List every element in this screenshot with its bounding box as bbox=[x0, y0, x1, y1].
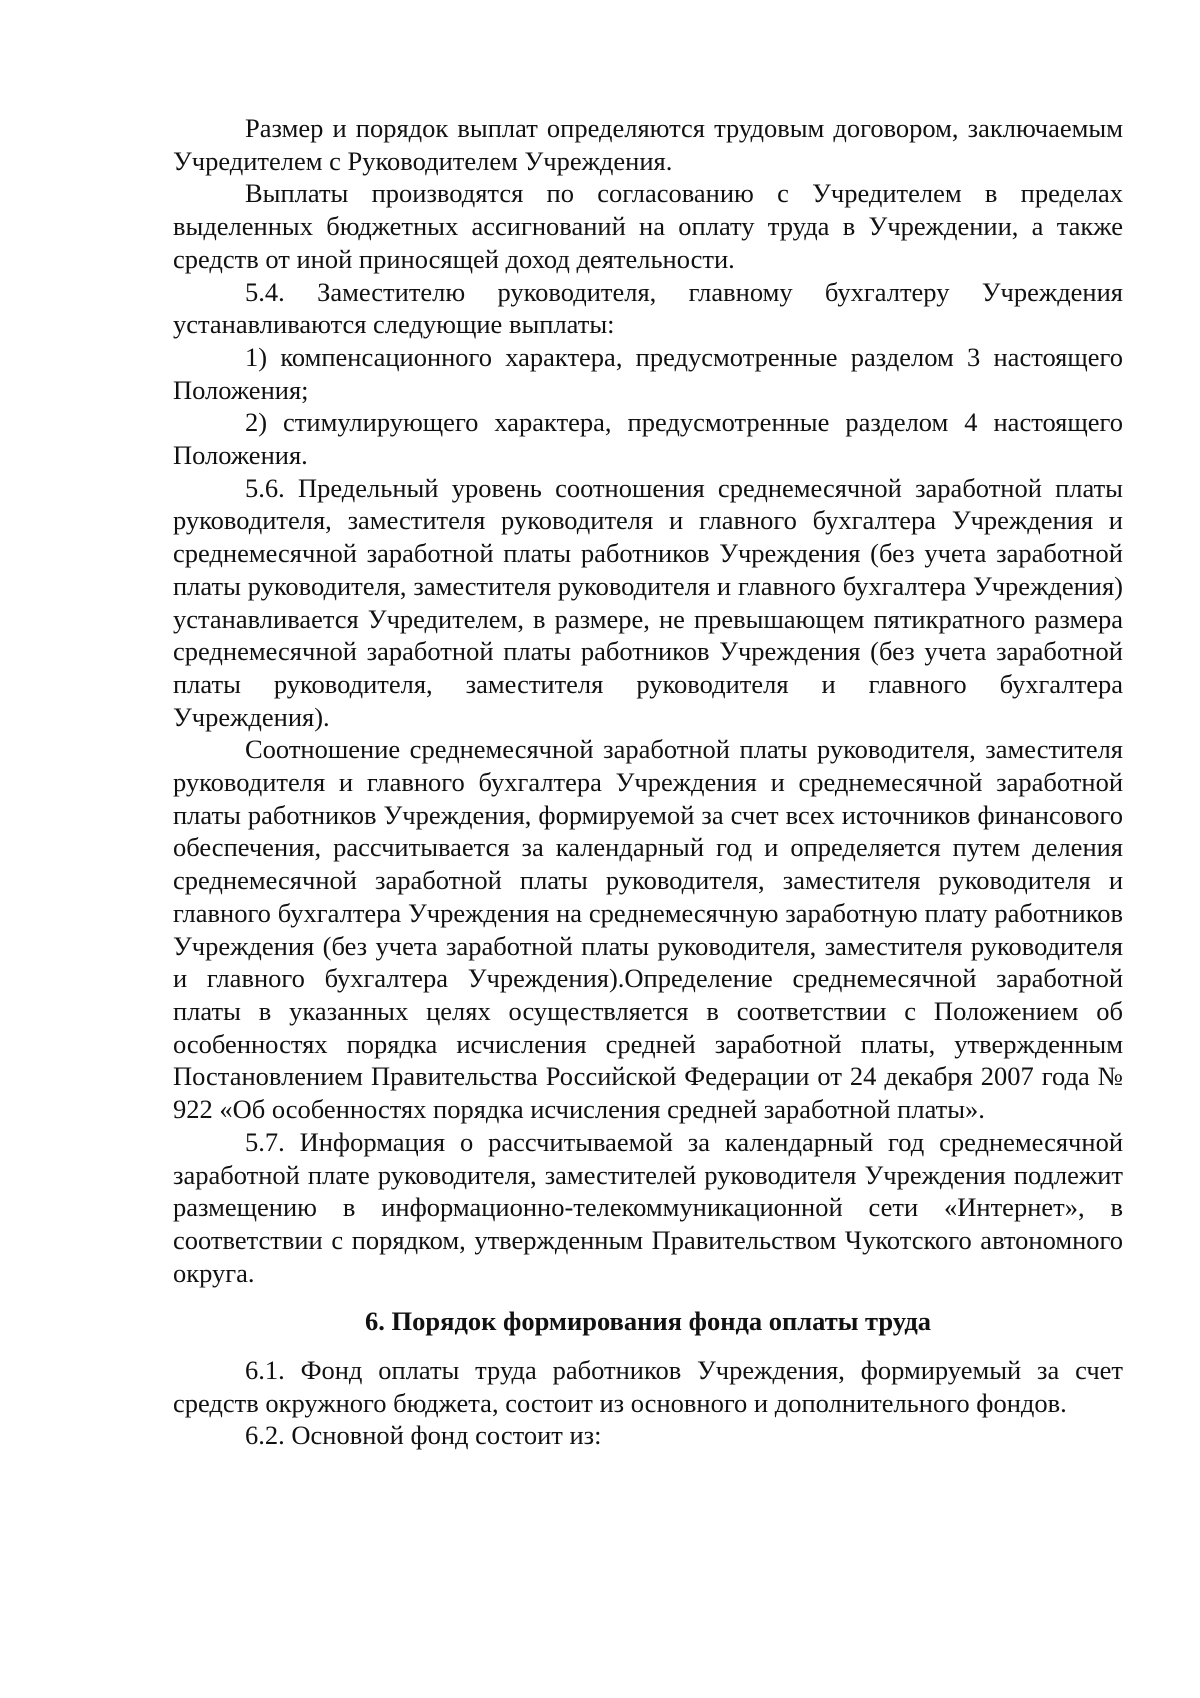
paragraph-5-6: 5.6. Предельный уровень соотношения среднемесячной заработной платы руководителя, заместителя руководителя и главного бухгалтера Учреждения и среднемесячной заработной платы работников Учреждения (без учета заработной платы руководителя, заместителя руководителя и главного бухгалтера Учреждения) устанавливается Учредителем, в размере, не превышающем пятикратного размера среднемесячной заработной платы работников Учреждения (без учета заработной платы руководителя, заместителя руководителя и главного бухгалтера Учреждения). bbox=[173, 472, 1123, 732]
paragraph-5-7: 5.7. Информация о рассчитываемой за календарный год среднемесячной заработной плате руководителя, заместителей руководителя Учреждения подлежит размещению в информационно-телекоммуникационной сети «Интернет», в соответствии с порядком, утвержденным Правительством Чукотского автономного округа. bbox=[173, 1126, 1123, 1288]
list-item-incentive: 2) стимулирующего характера, предусмотренные разделом 4 настоящего Положения. bbox=[173, 407, 1123, 471]
paragraph-payment-approval: Выплаты производятся по согласованию с Учредителем в пределах выделенных бюджетных ассигнований на оплату труда в Учреждении, а также средств от иной приносящей доход деятельности. bbox=[173, 178, 1123, 274]
document-page bbox=[173, 112, 1123, 1452]
section-heading: 6. Порядок формирования фонда оплаты труда bbox=[365, 1306, 931, 1337]
paragraph-ratio-calculation: Соотношение среднемесячной заработной платы руководителя, заместителя руководителя и главного бухгалтера Учреждения и среднемесячной заработной платы работников Учреждения, формируемой за счет всех источников финансового обеспечения, рассчитывается за календарный год и определяется путем деления среднемесячной заработной платы руководителя, заместителя руководителя и главного бухгалтера Учреждения на среднемесячную заработную плату работников Учреждения (без учета заработной платы руководителя, заместителя руководителя и главного бухгалтера Учреждения).Определение среднемесячной заработной платы в указанных целях осуществляется в соответствии с Положением об особенностях порядка исчисления средней заработной платы, утвержденным Постановлением Правительства Российской Федерации от 24 декабря 2007 года № 922 «Об особенностях порядка исчисления средней заработной платы». bbox=[173, 734, 1123, 1125]
paragraph-5-4: 5.4. Заместителю руководителя, главному бухгалтеру Учреждения устанавливаются следующие выплаты: bbox=[173, 276, 1123, 340]
paragraph-6-1: 6.1. Фонд оплаты труда работников Учреждения, формируемый за счет средств окружного бюджета, состоит из основного и дополнительного фондов. bbox=[173, 1355, 1123, 1418]
paragraph-payment-terms: Размер и порядок выплат определяются трудовым договором, заключаемым Учредителем с Руководителем Учреждения. bbox=[173, 113, 1123, 176]
list-item-compensation: 1) компенсационного характера, предусмотренные разделом 3 настоящего Положения; bbox=[173, 341, 1123, 405]
paragraph-6-2: 6.2. Основной фонд состоит из: bbox=[245, 1420, 602, 1451]
